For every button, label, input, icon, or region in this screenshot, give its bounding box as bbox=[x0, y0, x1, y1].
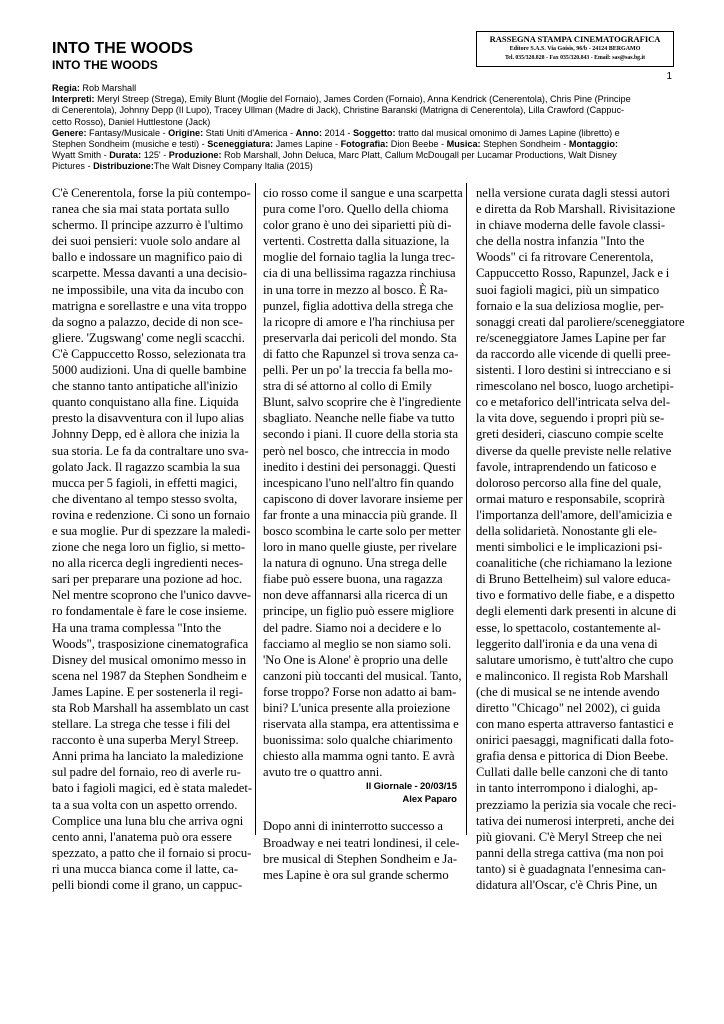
text-line: Anni prima ha lanciato la maledizione bbox=[52, 749, 244, 764]
text-line: quanto conquistano alla fine. Liquida bbox=[52, 395, 239, 410]
text-line: vertenti. Costretta dalla situazione, la bbox=[263, 234, 450, 249]
text-line: rimescolano nel bosco, luogo archetipi- bbox=[476, 379, 674, 394]
value-durata: 125' - bbox=[141, 150, 169, 161]
text-line: stra di sé attorno al collo di Emily bbox=[263, 379, 432, 394]
publisher-stamp bbox=[476, 31, 674, 67]
article-separator bbox=[263, 806, 457, 818]
value-musica: Stephen Sondheim - bbox=[480, 139, 569, 150]
text-line: matrigna e sorellastre e una vita troppo bbox=[52, 298, 247, 313]
text-line: spezzato, a patto che il fornaio si procu- bbox=[52, 845, 252, 860]
value-interpreti-2: di Cenerentola), Johnny Depp (Il Lupo), Tracey Ullman (Madre di Jack), Christine Baranski (Matrigna di Cenerentola), Lilla Crawford (Cappuc- bbox=[52, 105, 625, 116]
text-line: da sogno a palazzo, decide di non sce- bbox=[52, 314, 243, 329]
text-line: preservarla dai pericoli del mondo. Sta bbox=[263, 330, 457, 345]
value-produzione-2: Pictures - bbox=[52, 161, 94, 172]
text-line: chiesto alla mamma ogni tanto. E avrà bbox=[263, 749, 455, 764]
value-distribuzione: The Walt Disney Company Italia (2015) bbox=[153, 161, 313, 172]
text-line: diverse da quelle previste nelle relative bbox=[476, 443, 672, 458]
label-sceneggiatura: Sceneggiatura: bbox=[207, 139, 274, 150]
text-line: mes Lapine è ora sul grande schermo bbox=[263, 867, 449, 882]
value-genere: Fantasy/Musicale - bbox=[86, 127, 169, 138]
text-line: fiabe può essere buona, una ragazza bbox=[263, 572, 443, 587]
label-anno: Anno: bbox=[295, 127, 323, 138]
label-montaggio: Montaggio: bbox=[568, 139, 619, 150]
text-line: avuto tre o quattro anni. bbox=[263, 765, 383, 780]
text-line: Broadway e nei teatri londinesi, il cele- bbox=[263, 835, 460, 850]
text-line: punzel, figlia adottiva della strega che bbox=[263, 298, 454, 313]
text-line: Woods" ci fa ritrovare Cenerentola, bbox=[476, 250, 654, 265]
document-subtitle: INTO THE WOODS bbox=[52, 58, 158, 72]
text-line: schermo. Il principe azzurro è l'ultimo bbox=[52, 218, 244, 233]
text-line: e sua moglie. Pur di spezzare la maledi- bbox=[52, 523, 251, 538]
text-line: pelli biondi come il grano, un cappuc- bbox=[52, 878, 243, 893]
article-column-2 bbox=[263, 185, 463, 882]
text-line: bato i fagioli magici, ed è stata maledet- bbox=[52, 781, 253, 796]
credit-interpreti bbox=[52, 94, 674, 105]
text-line: (che di musical se ne intende avendo bbox=[476, 684, 660, 699]
text-line: canzoni più toccanti del musical. Tanto, bbox=[263, 668, 462, 683]
text-line: rovina e redenzione. Ci sono un fornaio bbox=[52, 507, 250, 522]
column-divider bbox=[466, 183, 467, 835]
text-line: scena nel 1987 da Stephen Sondheim e bbox=[52, 668, 247, 683]
text-line: la vita dove, seguendo i propri più se- bbox=[476, 411, 665, 426]
text-line: e malinconico. Il regista Rob Marshall bbox=[476, 668, 669, 683]
text-line: sari per preparare una pozione ad hoc. bbox=[52, 572, 243, 587]
text-line: Disney del musical omonimo messo in bbox=[52, 652, 247, 667]
text-line: C'è Cappuccetto Rosso, selezionata tra bbox=[52, 346, 246, 361]
label-distribuzione: Distribuzione: bbox=[93, 161, 154, 172]
text-line: Woods", trasposizione cinematografica bbox=[52, 636, 249, 651]
text-line: suoi fagioli magici, più un simpatico bbox=[476, 282, 660, 297]
label-fotografia: Fotografia: bbox=[340, 139, 389, 150]
text-line: Cullati dalle belle canzoni che di tanto bbox=[476, 765, 668, 780]
text-line: mucca per 5 fagioli, in effetti magici, bbox=[52, 475, 238, 490]
value-regia: Rob Marshall bbox=[79, 83, 137, 93]
text-line: cento anni, l'anatema può ora essere bbox=[52, 829, 232, 844]
text-line: esse, lo spettacolo, costantemente al- bbox=[476, 620, 661, 635]
text-line: didatura all'Oscar, c'è Chris Pine, un bbox=[476, 878, 658, 893]
text-line: facciamo al meglio se non siamo soli. bbox=[263, 636, 452, 651]
text-line: della solidarietà. Nonostante gli ele- bbox=[476, 523, 657, 538]
value-montaggio: Wyatt Smith - bbox=[52, 150, 110, 161]
text-line: moglie del fornaio taglia la lunga trec- bbox=[263, 250, 455, 265]
column-divider bbox=[255, 183, 256, 835]
article-column-3 bbox=[476, 185, 685, 893]
text-line: bosco scombina le carte solo per metter bbox=[263, 523, 461, 538]
text-line: menti simbolici e le implicazioni psi- bbox=[476, 540, 663, 555]
page-number: 1 bbox=[666, 71, 672, 82]
text-line: grafia densa e pittorica di Dion Beebe. bbox=[476, 749, 669, 764]
value-origine: Stati Uniti d'America - bbox=[203, 127, 296, 138]
text-line: racconto è una superba Meryl Streep. bbox=[52, 733, 239, 748]
text-line: bre musical di Stephen Sondheim e Ja- bbox=[263, 851, 458, 866]
text-line: re/sceneggiatore James Lapine per far bbox=[476, 330, 666, 345]
text-line: cio rosso come il sangue e una scarpetta bbox=[263, 186, 463, 200]
credit-production-line bbox=[52, 150, 674, 161]
text-line: Johnny Depp, ed è allora che inizia la bbox=[52, 427, 240, 442]
text-line: con mano esperta attraverso fantastici e bbox=[476, 717, 674, 732]
text-line: da raccordo alle vicende di quelli pree- bbox=[476, 346, 671, 361]
text-line: sua storia. Le fa da contraltare uno sva- bbox=[52, 443, 249, 458]
text-line: pura come l'oro. Quello della chioma bbox=[263, 202, 449, 217]
text-line: Nel mentre scoprono che l'unico davve- bbox=[52, 588, 252, 603]
text-line: riservata alla stampa, era attentissima e bbox=[263, 717, 459, 732]
text-line: presto la disavventura con il lupo alias bbox=[52, 411, 244, 426]
text-line: doloroso percorso alla fine del quale, bbox=[476, 475, 662, 490]
text-line: sta Rob Marshall ha assemblato un cast bbox=[52, 701, 249, 715]
text-line: fornaio e la sua deliziosa moglie, per- bbox=[476, 298, 664, 313]
text-line: cia di una bellissima ragazza rinchiusa bbox=[263, 266, 456, 281]
text-line: che della nostra infanzia "Into the bbox=[476, 234, 645, 249]
label-interpreti: Interpreti: bbox=[52, 94, 95, 105]
text-line: 5000 audizioni. Una di quelle bambine bbox=[52, 363, 247, 378]
text-line: Dopo anni di ininterrotto successo a bbox=[263, 819, 444, 834]
text-line: ta a sua volta con un aspetto orrendo. bbox=[52, 797, 238, 812]
text-line: greti desideri, ciascuno compie scelte bbox=[476, 427, 664, 442]
article-column-1 bbox=[52, 185, 253, 893]
text-line: incespicano l'uno nell'altro fin quando bbox=[263, 475, 454, 490]
credit-genere-line bbox=[52, 128, 674, 139]
article-source: Il Giornale - 20/03/15 bbox=[366, 781, 457, 793]
text-line: di fatto che Rapunzel si trova senza ca- bbox=[263, 346, 459, 361]
value-interpreti-1: Meryl Streep (Strega), Emily Blunt (Moglie del Fornaio), James Corden (Fornaio), Anna Kendrick (Cenerentola), Chris Pine (Principe bbox=[94, 94, 631, 105]
value-anno: 2014 - bbox=[322, 127, 353, 138]
text-line: Blunt, salvo scoprire che è l'ingrediente bbox=[263, 395, 462, 410]
text-line: degli elementi dark presenti in alcune di bbox=[476, 604, 677, 619]
text-line: la ricopre di amore e l'ha rinchiusa per bbox=[263, 314, 455, 329]
text-line: prezziamo la perizia sia vocale che reci- bbox=[476, 797, 677, 812]
value-interpreti-3: cetto Rosso), Daniel Huttlestone (Jack) bbox=[52, 116, 211, 127]
text-line: color grano è uno dei siparietti più di- bbox=[263, 218, 452, 233]
text-line: 'No One is Alone' è proprio una delle bbox=[263, 652, 448, 667]
article-author: Alex Paparo bbox=[402, 794, 457, 806]
credit-regia bbox=[52, 83, 674, 94]
label-genere: Genere: bbox=[52, 127, 87, 138]
text-line: Complice una luna blu che arriva ogni bbox=[52, 813, 244, 828]
text-line: bini? L'unica presente alla proiezione bbox=[263, 701, 451, 715]
text-line: più giovani. C'è Meryl Streep che nei bbox=[476, 829, 663, 844]
text-line: loro in mano quelle giuste, per rivelare bbox=[263, 540, 457, 555]
text-line: zione che nega loro un figlio, si metto- bbox=[52, 540, 246, 555]
text-line: pelli. Per un po' la treccia fa bella mo- bbox=[263, 363, 453, 378]
text-line: tivo e formativo delle fiabe, e a dispetto bbox=[476, 588, 675, 603]
text-line: la natura di ognuno. Una strega delle bbox=[263, 556, 447, 571]
text-line: in chiave moderna delle favole classi- bbox=[476, 218, 666, 233]
text-line: favole, intraprendendo un faticoso e bbox=[476, 459, 657, 474]
text-line: ro fondamentale è fare le cose insieme. bbox=[52, 604, 248, 619]
text-line: sonaggi creati dal paroliere/sceneggiatore bbox=[476, 314, 685, 329]
text-line: che stanno tanto antipatiche all'inizio bbox=[52, 379, 238, 394]
value-soggetto-1: tratto dal musical omonimo di James Lapine (libretto) e bbox=[395, 127, 620, 138]
text-line: capiscono di dover lavorare insieme per bbox=[263, 491, 463, 506]
text-line: e diretta da Rob Marshall. Rivisitazione bbox=[476, 202, 676, 217]
value-soggetto-2: Stephen Sondheim (musiche e testi) - bbox=[52, 139, 208, 150]
label-produzione: Produzione: bbox=[168, 150, 222, 161]
text-line: co e metaforico dell'intricata selva del- bbox=[476, 395, 671, 410]
label-durata: Durata: bbox=[109, 150, 142, 161]
text-line: Ha una trama complessa "Into the bbox=[52, 620, 222, 635]
text-line: ranea che sia mai stata portata sullo bbox=[52, 202, 230, 217]
text-line: ne impossibile, una vita da incubo con bbox=[52, 282, 244, 297]
text-line: ormai maturo e responsabile, scoprirà bbox=[476, 491, 665, 506]
text-line: onirici paesaggi, magnificati dalla foto- bbox=[476, 733, 674, 748]
text-line: ballo e indossare un magnifico paio di bbox=[52, 250, 243, 265]
credit-distribution-line bbox=[52, 161, 674, 172]
stamp-title: RASSEGNA STAMPA CINEMATOGRAFICA bbox=[489, 34, 661, 44]
text-line: golato Jack. Il ragazzo scambia la sua bbox=[52, 459, 241, 474]
text-line: sbagliato. Neanche nelle fiabe va tutto bbox=[263, 411, 455, 426]
text-line: sistenti. I loro destini si intrecciano e si bbox=[476, 363, 672, 378]
text-line: leggerito dall'ironia e da una vena di bbox=[476, 636, 658, 651]
text-line: dei suoi pensieri: vuole solo andare al bbox=[52, 234, 241, 249]
value-sceneggiatura: James Lapine - bbox=[273, 139, 341, 150]
text-line: far fronte a una minaccia più grande. Il bbox=[263, 507, 458, 522]
text-line: secondo i piani. Il cuore della storia sta bbox=[263, 427, 459, 442]
text-line: principe, un figlio può essere migliore bbox=[263, 604, 454, 619]
text-line: scarpette. Messa davanti a una decisio- bbox=[52, 266, 248, 281]
text-line: salutare umorismo, è tutt'altro che cupo bbox=[476, 652, 674, 667]
text-line: che diventano al tempo stesso svolta, bbox=[52, 491, 238, 506]
text-line: del padre. Siamo noi a decidere e lo bbox=[263, 620, 442, 635]
text-line: no alla ricerca degli ingredienti neces- bbox=[52, 556, 244, 571]
label-musica: Musica: bbox=[446, 139, 481, 150]
text-line: buonissima: solo qualche chiarimento bbox=[263, 733, 453, 748]
credit-crew-line bbox=[52, 139, 674, 150]
text-line: sul padre del fornaio, reo di averle ru- bbox=[52, 765, 241, 780]
document-title: INTO THE WOODS bbox=[52, 40, 194, 57]
text-line: stellare. La strega che tesse i fili del bbox=[52, 717, 231, 732]
text-line: ri una mucca bianca come il latte, ca- bbox=[52, 861, 239, 876]
film-credits bbox=[52, 83, 674, 173]
label-soggetto: Soggetto: bbox=[352, 127, 396, 138]
text-line: tativa dei numerosi interpreti, anche dei bbox=[476, 813, 675, 828]
text-line: l'importanza dell'amore, dell'amicizia e bbox=[476, 507, 673, 522]
text-line: diretto "Chicago" nel 2002), ci guida bbox=[476, 701, 661, 715]
text-line: tanto) si è guadagnata l'ennesima can- bbox=[476, 861, 666, 876]
label-regia: Regia: bbox=[52, 83, 80, 93]
text-line: Cappuccetto Rosso, Rapunzel, Jack e i bbox=[476, 266, 670, 281]
label-origine: Origine: bbox=[168, 127, 204, 138]
value-fotografia: Dion Beebe - bbox=[388, 139, 447, 150]
text-line: in tanto interrompono i dialoghi, ap- bbox=[476, 781, 658, 796]
text-line: di Bruno Bettelheim) sul valore educa- bbox=[476, 572, 671, 587]
text-line: non deve affannarsi alla ricerca di un bbox=[263, 588, 448, 603]
text-line: C'è Cenerentola, forse la più contempo- bbox=[52, 186, 251, 200]
text-line: nella versione curata dagli stessi autori bbox=[476, 186, 670, 200]
stamp-address: Editore S.A.S. Via Goisis, 96/b - 24124 BERGAMO bbox=[509, 46, 641, 52]
text-line: inedito i destini dei personaggi. Questi bbox=[263, 459, 456, 474]
text-line: panni della strega cattiva (ma non poi bbox=[476, 845, 664, 860]
value-produzione-1: Rob Marshall, John Deluca, Marc Platt, Callum McDougall per Lucamar Productions, Walt Disney bbox=[221, 150, 617, 161]
stamp-contacts: Tel. 035/320.828 - Fax 035/320.843 - Email: sas@sas.bg.it bbox=[504, 55, 646, 61]
text-line: però nel bosco, che intreccia in modo bbox=[263, 443, 450, 458]
text-line: James Lapine. E per sostenerla il regi- bbox=[52, 684, 243, 699]
text-line: forse troppo? Forse non adatto ai bam- bbox=[263, 684, 457, 699]
text-line: in una torre in mezzo al bosco. È Ra- bbox=[263, 282, 448, 297]
text-line: gliere. 'Zugswang' come negli scacchi. bbox=[52, 330, 245, 345]
text-line: coanalitiche (che richiamano la lezione bbox=[476, 556, 672, 571]
